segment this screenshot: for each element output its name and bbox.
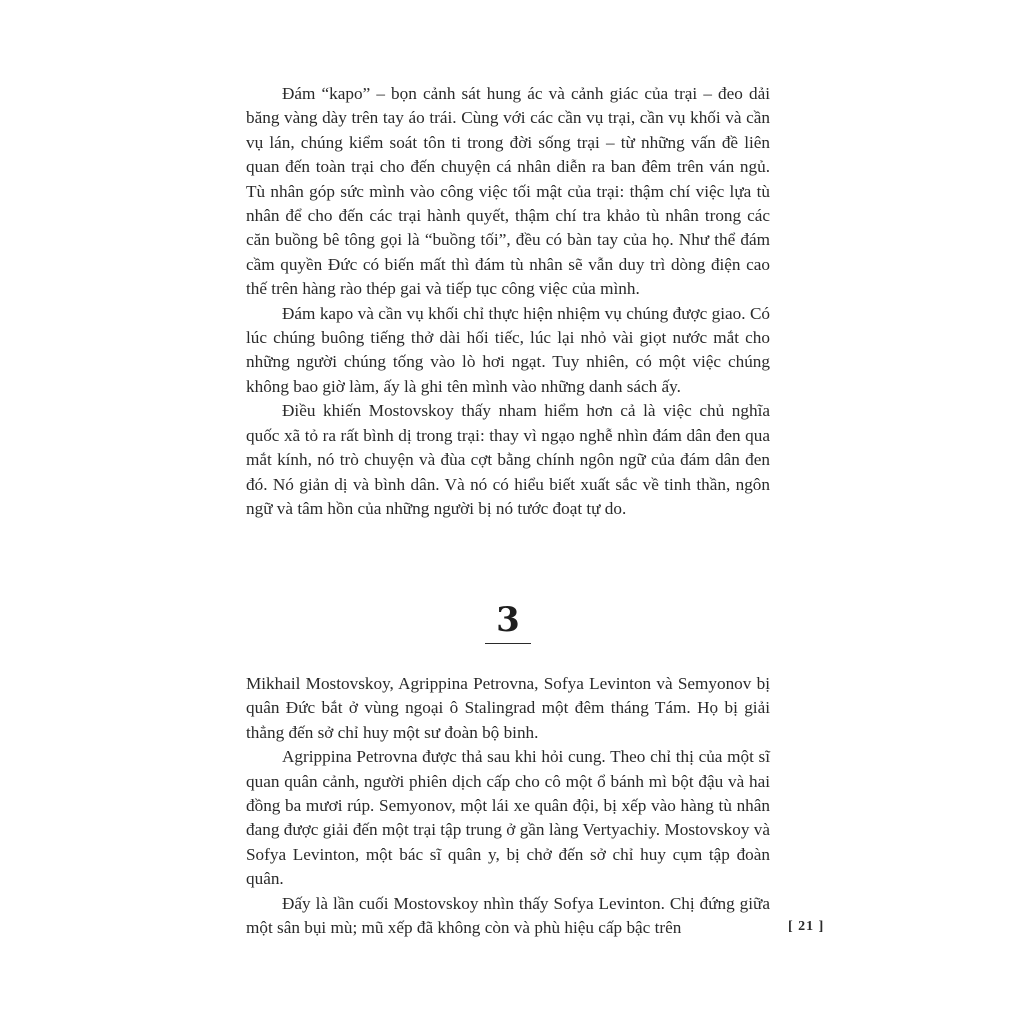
body-text-bottom bbox=[246, 672, 770, 940]
body-text-top bbox=[246, 82, 770, 521]
paragraph-first: Mikhail Mostovskoy, Agrippina Petrovna, Sofya Levinton và Semyonov bị quân Đức bắt ở vùng ngoại ô Stalingrad một đêm tháng Tám. Họ bị giải thẳng đến sở chỉ huy một sư đoàn bộ binh. bbox=[246, 674, 770, 742]
paragraph: Đám kapo và cần vụ khối chỉ thực hiện nhiệm vụ chúng được giao. Có lúc chúng buông tiếng thở dài hối tiếc, lúc lại nhỏ vài giọt nước mắt cho những người chúng tống vào lò hơi ngạt. Tuy nhiên, có một việc chúng không bao giờ làm, ấy là ghi tên mình vào những danh sách ấy. bbox=[246, 303, 770, 396]
chapter-underline bbox=[485, 643, 531, 644]
chapter-number: 3 bbox=[496, 600, 520, 640]
paragraph: Điều khiến Mostovskoy thấy nham hiểm hơn cả là việc chủ nghĩa quốc xã tỏ ra rất bình dị trong trại: thay vì ngạo nghễ nhìn đám dân đen qua mắt kính, nó trò chuyện và đùa cợt bằng chính ngôn ngữ của đám dân đen đó. Nó giản dị và bình dân. Và nó có hiểu biết xuất sắc về tinh thần, ngôn ngữ và tâm hồn của những người bị nó tước đoạt tự do. bbox=[246, 401, 770, 518]
page-number: [ 21 ] bbox=[788, 919, 825, 934]
chapter-heading bbox=[478, 600, 538, 644]
paragraph: Agrippina Petrovna được thả sau khi hỏi cung. Theo chỉ thị của một sĩ quan quân cảnh, người phiên dịch cấp cho cô một ổ bánh mì bột đậu và hai đồng ba mươi rúp. Semyonov, một lái xe quân đội, bị xếp vào hàng tù nhân đang được giải đến một trại tập trung ở gần làng Vertyachiy. Mostovskoy và Sofya Levinton, một bác sĩ quân y, bị chở đến sở chỉ huy cụm tập đoàn quân. bbox=[246, 747, 770, 889]
paragraph: Đám “kapo” – bọn cảnh sát hung ác và cảnh giác của trại – đeo dải băng vàng dày trên tay áo trái. Cùng với các cần vụ trại, cần vụ khối và cần vụ lán, chúng kiểm soát tôn ti trong đời sống trại – từ những vấn đề liên quan đến toàn trại cho đến chuyện cá nhân diễn ra ban đêm trên ván ngủ. Tù nhân góp sức mình vào công việc tối mật của trại: thậm chí việc lựa tù nhân để cho đến các trại hành quyết, thậm chí tra khảo tù nhân trong các căn buồng bê tông gọi là “buồng tối”, đều có bàn tay của họ. Như thể đám cầm quyền Đức có biến mất thì đám tù nhân sẽ vẫn duy trì dòng điện cao thế trên hàng rào thép gai và tiếp tục công việc của mình. bbox=[246, 84, 770, 299]
paragraph: Đấy là lần cuối Mostovskoy nhìn thấy Sofya Levinton. Chị đứng giữa một sân bụi mù; mũ xếp đã không còn và phù hiệu cấp bậc trên bbox=[246, 893, 770, 938]
